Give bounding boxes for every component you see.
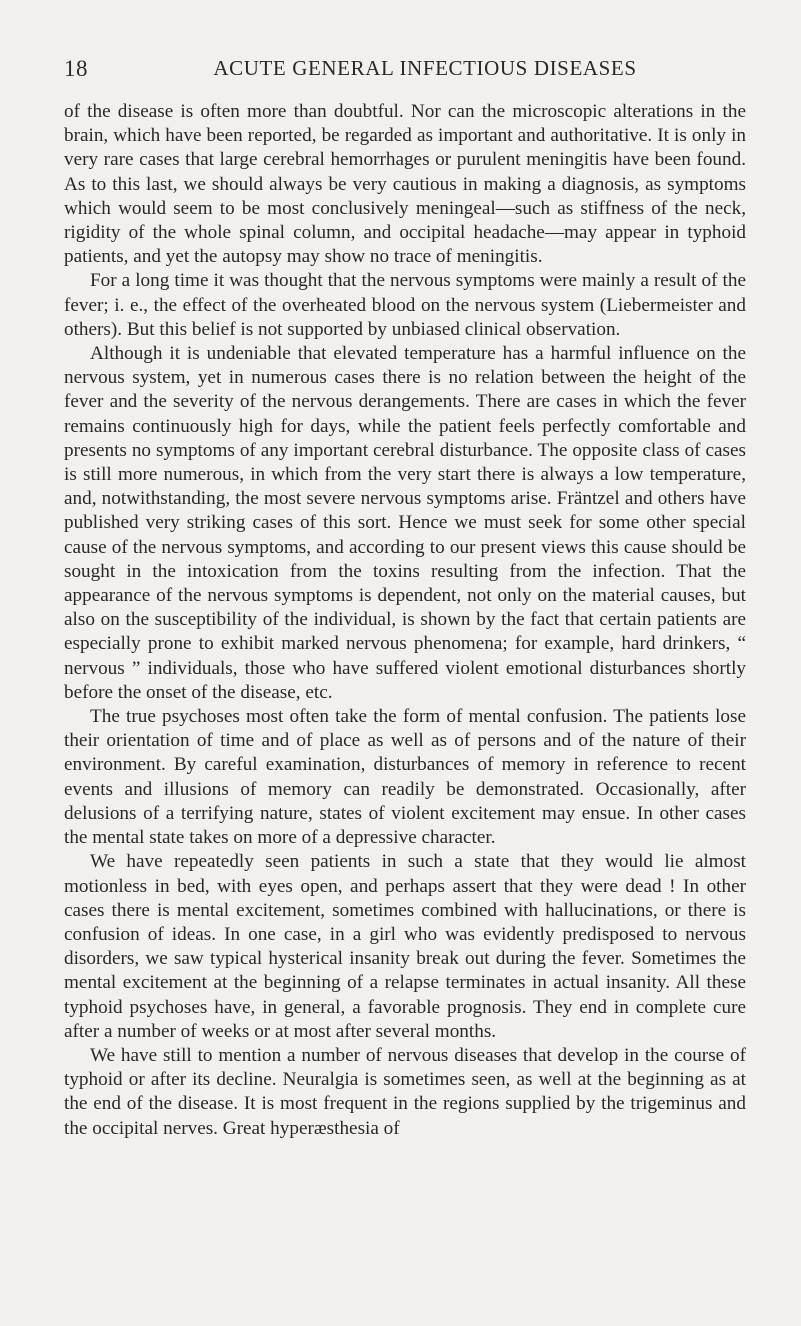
paragraph: The true psychoses most often take the form of mental confusion. The patients lose their orientation of time and of place as well as of persons and of the nature of their environment. By careful examination, disturbances of memory in reference to recent events and illusions of memory can readily be demonstrated. Occasionally, after delusions of a terrifying nature, states of violent excitement may ensue. In other cases the mental state takes on more of a depressive character. [64,706,746,849]
paragraph: We have repeatedly seen patients in such a state that they would lie almost motionless in bed, with eyes open, and perhaps assert that they were dead ! In other cases there is mental excitement, sometimes combined with hallucinations, or there is confusion of ideas. In one case, in a girl who was evidently predisposed to nervous disorders, we saw typical hysterical insanity break out during the fever. Sometimes the mental excitement at the beginning of a relapse terminates in actual insanity. All these typhoid psychoses have, in general, a favorable prognosis. They end in complete cure after a number of weeks or at most after several months. [64,851,746,1042]
body-text [64,100,746,1141]
page-header [64,56,746,86]
paragraph-continued: of the disease is often more than doubtful. Nor can the microscopic alterations in the brain, which have been reported, be regarded as important and authoritative. It is only in very rare cases that large cerebral hemorrhages or purulent meningitis have been found. As to this last, we should always be very cautious in making a diagnosis, as symptoms which would seem to be most conclusively meningeal—such as stiffness of the neck, rigidity of the whole spinal column, and occipital headache—may appear in typhoid patients, and yet the autopsy may show no trace of meningitis. [64,101,746,268]
paragraph: Although it is undeniable that elevated temperature has a harmful influence on the nervous system, yet in numerous cases there is no relation between the height of the fever and the severity of the nervous derangements. There are cases in which the fever remains continuously high for days, while the patient feels perfectly comfortable and presents no symptoms of any important cerebral disturbance. The opposite class of cases is still more numerous, in which from the very start there is always a low temperature, and, notwithstanding, the most severe nervous symptoms arise. Fräntzel and others have published very striking cases of this sort. Hence we must seek for some other special cause of the nervous symptoms, and according to our present views this cause should be sought in the intoxication from the toxins resulting from the infection. That the appearance of the nervous symptoms is dependent, not only on the material causes, but also on the susceptibility of the individual, is shown by the fact that certain patients are especially prone to exhibit marked nervous phenomena; for example, hard drinkers, “ nervous ” individuals, those who have suffered violent emotional disturbances shortly before the onset of the disease, etc. [64,343,746,703]
paragraph: For a long time it was thought that the nervous symptoms were mainly a result of the fever; i. e., the effect of the overheated blood on the nervous system (Liebermeister and others). But this belief is not supported by unbiased clinical observation. [64,270,746,340]
running-title: ACUTE GENERAL INFECTIOUS DISEASES [213,56,637,80]
page-number: 18 [64,56,88,81]
paragraph: We have still to mention a number of nervous diseases that develop in the course of typhoid or after its decline. Neuralgia is sometimes seen, as well at the beginning as at the end of the disease. It is most frequent in the regions supplied by the trigeminus and the occipital nerves. Great hyperæsthesia of [64,1044,746,1139]
